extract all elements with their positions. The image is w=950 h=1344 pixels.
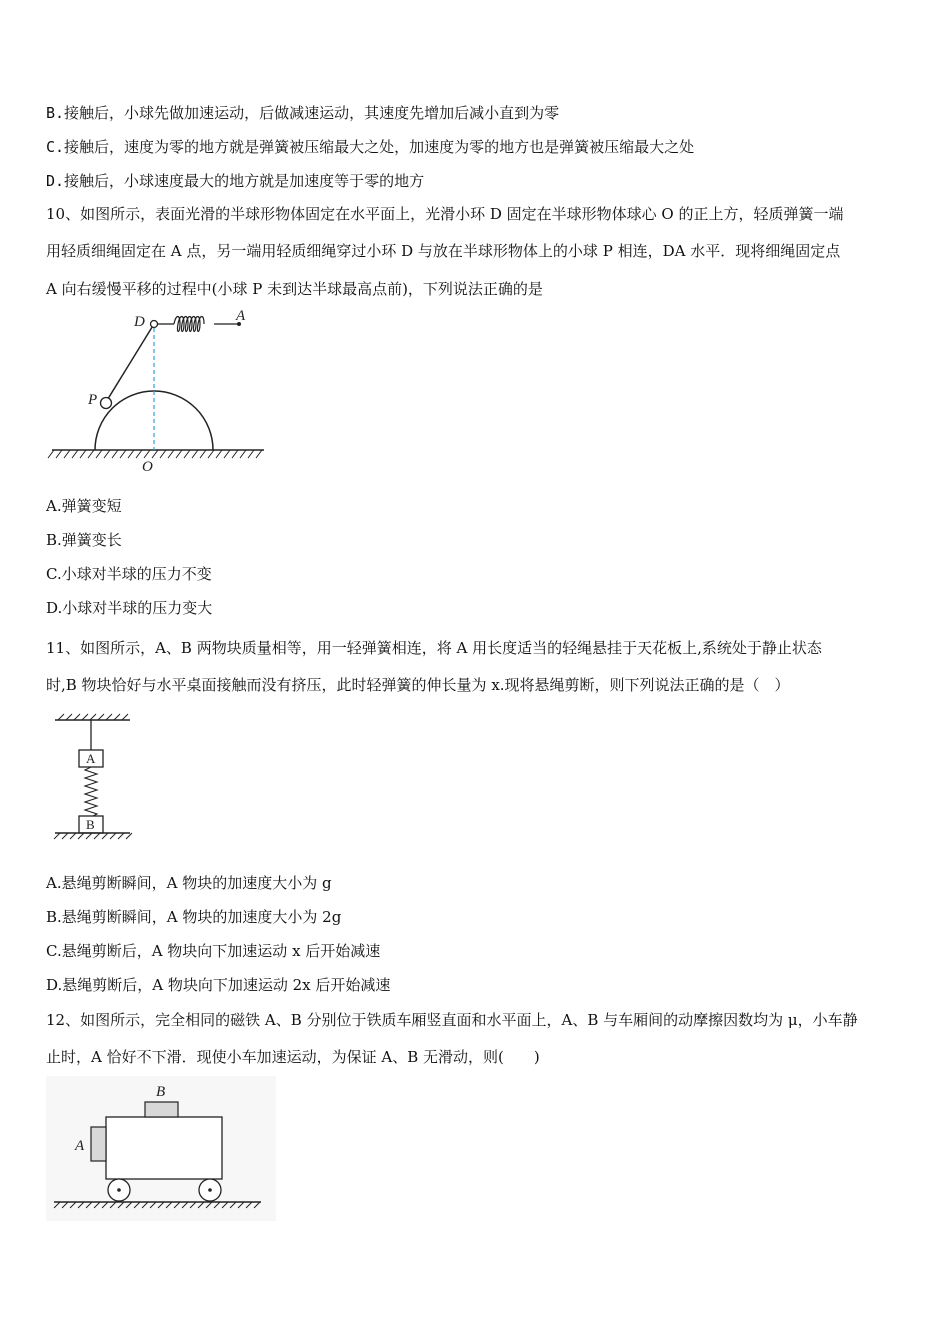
q12-text-line2: 止时，A 恰好不下滑．现使小车加速运动，为保证 A、B 无滑动，则( ) xyxy=(46,1048,540,1066)
q10-text-line1: 10、如图所示，表面光滑的半球形物体固定在水平面上，光滑小环 D 固定在半球形物体球心 O 的正上方，轻质弹簧一端 xyxy=(46,205,844,223)
q11-text-line2: 时,B 物块恰好与水平桌面接触而没有挤压，此时轻弹簧的伸长量为 x.现将悬绳剪断，则下列说法正确的是（ ） xyxy=(46,676,790,694)
q12-label-b: B xyxy=(156,1084,166,1100)
q11-figure xyxy=(50,712,150,842)
q11-option-b: B.悬绳剪断瞬间，A 物块的加速度大小为 2g xyxy=(46,908,342,926)
q10-option-c: C.小球对半球的压力不变 xyxy=(46,565,212,583)
q10-option-a: A.弹簧变短 xyxy=(46,497,122,515)
q11-option-a: A.悬绳剪断瞬间，A 物块的加速度大小为 g xyxy=(46,874,332,892)
q10-text-line2: 用轻质细绳固定在 A 点，另一端用轻质细绳穿过小环 D 与放在半球形物体上的小球 P 相连，DA 水平．现将细绳固定点 xyxy=(46,242,841,260)
q10-option-b: B.弹簧变长 xyxy=(46,531,122,549)
q12-label-a: A xyxy=(75,1138,85,1154)
q10-option-d: D.小球对半球的压力变大 xyxy=(46,599,213,617)
q11-label-a: A xyxy=(86,751,96,766)
q10-label-o: O xyxy=(142,459,153,475)
prev-option-d: D.接触后，小球速度最大的地方就是加速度等于零的地方 xyxy=(46,172,425,190)
q11-label-b: B xyxy=(86,817,95,832)
q11-option-c: C.悬绳剪断后，A 物块向下加速运动 x 后开始减速 xyxy=(46,942,381,960)
q12-figure xyxy=(46,1076,276,1221)
prev-option-c: C.接触后，速度为零的地方就是弹簧被压缩最大之处，加速度为零的地方也是弹簧被压缩最大之处 xyxy=(46,138,695,156)
q11-text-line1: 11、如图所示，A、B 两物块质量相等，用一轻弹簧相连，将 A 用长度适当的轻绳悬挂于天花板上,系统处于静止状态 xyxy=(46,639,822,657)
q12-text-line1: 12、如图所示，完全相同的磁铁 A、B 分别位于铁质车厢竖直面和水平面上，A、B 与车厢间的动摩擦因数均为 μ，小车静 xyxy=(46,1011,858,1029)
q10-figure xyxy=(46,308,276,478)
q10-label-d: D xyxy=(134,314,145,330)
q10-text-line3: A 向右缓慢平移的过程中(小球 P 未到达半球最高点前)，下列说法正确的是 xyxy=(46,280,543,298)
q11-option-d: D.悬绳剪断后，A 物块向下加速运动 2x 后开始减速 xyxy=(46,976,391,994)
prev-option-b: B.接触后，小球先做加速运动，后做减速运动，其速度先增加后减小直到为零 xyxy=(46,104,560,122)
q10-label-a: A xyxy=(236,308,246,324)
q10-label-p: P xyxy=(88,392,98,408)
